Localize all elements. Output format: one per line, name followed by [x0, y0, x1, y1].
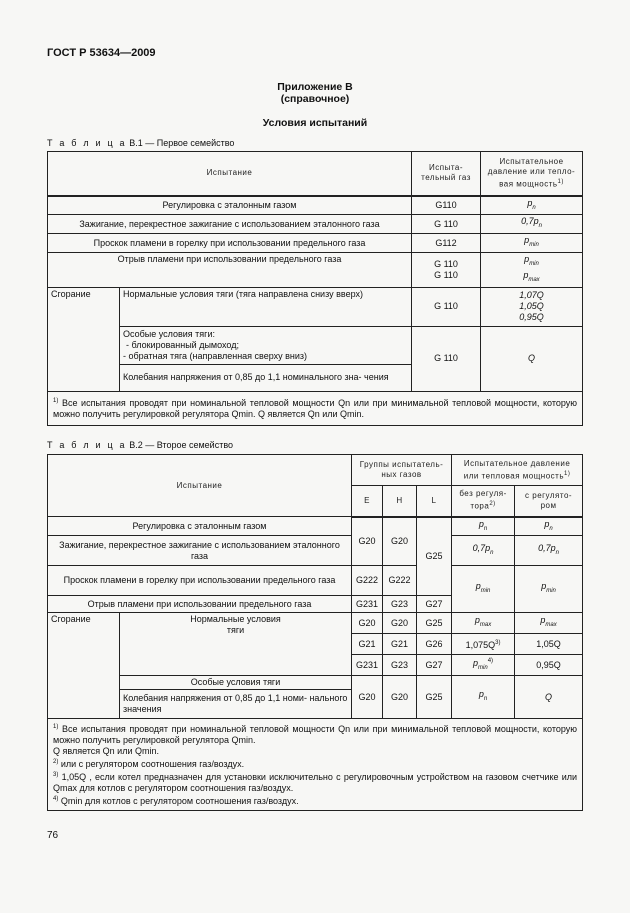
table1-row1-gas: G110 — [412, 196, 481, 215]
table2-lift-l: G27 — [417, 596, 452, 613]
table2-caption: Т а б л и ц а В.2 — Второе семейство — [47, 440, 234, 450]
table2-n2-h: G21 — [383, 634, 417, 655]
table2-ign-test: Зажигание, перекрестное зажигание с использованием эталонного газа — [48, 536, 352, 566]
table-row — [48, 287, 583, 326]
table1-combustion-label: Сгорание — [48, 287, 120, 391]
table1-row2-test: Зажигание, перекрестное зажигание с использованием эталонного газа — [48, 215, 412, 234]
document-header: ГОСТ Р 53634—2009 — [47, 47, 156, 59]
table1-row3-value: $p_{min}$ — [481, 234, 583, 253]
table1-caption: Т а б л и ц а В.1 — Первое семейство — [47, 138, 235, 148]
table-row — [48, 234, 583, 253]
table-row — [48, 676, 583, 690]
table2-s-noreg: $p_n$ — [452, 676, 515, 719]
table1-row3-test: Проскок пламени в горелку при использовании предельного газа — [48, 234, 412, 253]
table2-ign-withreg: $0,7p_n$ — [515, 536, 583, 566]
table1-header-gas: Испыта- тельный газ — [412, 152, 481, 196]
table2-n2-e: G21 — [352, 634, 383, 655]
table2-header-l: L — [417, 486, 452, 517]
table-row — [48, 613, 583, 634]
table2-footnotes: $^{1)}$ Все испытания проводят при номинальной тепловой мощности Qn или при минимальной тепловой мощности, которую можно получить регулировкой регулятора Qmin. Q является Qn или Qmin. $^{2)}$ или с регулятором соотношения газ/воздух. $^{3)}$ 1,05Q , если котел предназначен для установки исключительно с регулировочным устройством на газовом счетчике или Qmax для котлов с регулятором соотношения газ/воздух. $^{4)}$ Qmin для котлов с регулятором соотношения газ/воздух. — [48, 719, 583, 811]
table2-footnote-row — [48, 719, 583, 811]
table2-lift-test: Отрыв пламени при использовании предельного газа — [48, 596, 352, 613]
table2-header-with-reg: с регулято- ром — [515, 486, 583, 517]
table2-ign-noreg: $0,7p_n$ — [452, 536, 515, 566]
table1-footnote-row — [48, 391, 583, 425]
table2-header-h: H — [383, 486, 417, 517]
table2-n1-l: G25 — [417, 613, 452, 634]
table1-row1-value: $p_n$ — [481, 196, 583, 215]
table1-row2-value: $0,7p_n$ — [481, 215, 583, 234]
table1-header-test: Испытание — [48, 152, 412, 196]
table1-header-pressure: Испытательное давление или тепло- вая мощность$^{1)}$ — [481, 152, 583, 196]
table2-s-l: G25 — [417, 676, 452, 719]
table1-row4-test: Отрыв пламени при использовании предельного газа — [48, 253, 412, 288]
table2-header-groups: Группы испытатель- ных газов — [352, 455, 452, 486]
table2-reg-withreg: $p_n$ — [515, 517, 583, 536]
table2-n3-h: G23 — [383, 655, 417, 676]
table2-reg-e: G20 — [352, 517, 383, 566]
table2-n2-l: G26 — [417, 634, 452, 655]
table2-reg-test: Регулировка с эталонным газом — [48, 517, 352, 536]
table-row — [48, 196, 583, 215]
table-row — [48, 566, 583, 596]
table2-flash-noreg: $p_{min}$ — [452, 566, 515, 613]
table1-special-value: Q — [481, 326, 583, 391]
table2-flash-withreg: $p_{min}$ — [515, 566, 583, 613]
table2-n2-withreg: 1,05Q — [515, 634, 583, 655]
table2-n1-noreg: $p_{max}$ — [452, 613, 515, 634]
table2-n1-e: G20 — [352, 613, 383, 634]
table2-s-h: G20 — [383, 676, 417, 719]
table2-n3-withreg: 0,95Q — [515, 655, 583, 676]
table1-voltage: Колебания напряжения от 0,85 до 1,1 номинального зна- чения — [120, 364, 412, 391]
table2-n3-e: G231 — [352, 655, 383, 676]
table1-row3-gas: G112 — [412, 234, 481, 253]
table2-reg-l: G25 — [417, 517, 452, 596]
table2-reg-noreg: $p_n$ — [452, 517, 515, 536]
table1 — [47, 151, 583, 426]
table1-normal-draft: Нормальные условия тяги (тяга направлена снизу вверх) — [120, 287, 412, 326]
table1-row4-value: $p_{min}$ $p_{max}$ — [481, 253, 583, 288]
table1-footnote: $^{1)}$ Все испытания проводят при номинальной тепловой мощности Qn или при минимальной тепловой мощности, которую можно получить регулировкой регулятора Qmin. Q является Qn или Qmin. — [48, 391, 583, 425]
table1-normal-values: 1,07Q 1,05Q 0,95Q — [481, 287, 583, 326]
table-row — [48, 536, 583, 566]
table1-row1-test: Регулировка с эталонным газом — [48, 196, 412, 215]
table2-normal-draft: Нормальные условия тяги — [120, 613, 352, 676]
table2-flash-h: G222 — [383, 566, 417, 596]
table2-lift-e: G231 — [352, 596, 383, 613]
table-row — [48, 215, 583, 234]
table2-n3-l: G27 — [417, 655, 452, 676]
table1-normal-gas: G 110 — [412, 287, 481, 326]
table1-special-gas: G 110 — [412, 326, 481, 391]
table2-combustion-label: Сгорание — [48, 613, 120, 719]
table2-n1-withreg: $p_{max}$ — [515, 613, 583, 634]
table2-header-e: E — [352, 486, 383, 517]
table2-s-withreg: Q — [515, 676, 583, 719]
table2-header-test: Испытание — [48, 455, 352, 517]
section-title: Условия испытаний — [262, 117, 368, 129]
table1-row4-gas: G 110 G 110 — [412, 253, 481, 288]
table2-flash-test: Проскок пламени в горелку при использовании предельного газа — [48, 566, 352, 596]
table-row — [48, 326, 583, 364]
table2 — [47, 454, 583, 811]
table1-header-row — [48, 152, 583, 196]
table2-n3-noreg: $p_{min}^{4)}$ — [452, 655, 515, 676]
appendix-subtitle: (справочное) — [280, 93, 350, 105]
table2-s-e: G20 — [352, 676, 383, 719]
table2-n2-noreg: $1,075Q^{3)}$ — [452, 634, 515, 655]
table2-n1-h: G20 — [383, 613, 417, 634]
table-row — [48, 253, 583, 288]
table2-special-draft: Особые условия тяги — [120, 676, 352, 690]
table1-special-draft: Особые условия тяги: - блокированный дымоход; - обратная тяга (направленная сверху вниз) — [120, 326, 412, 364]
table2-voltage: Колебания напряжения от 0,85 до 1,1 номи- нального значения — [120, 690, 352, 719]
table2-header-no-reg: без регуля- тора$^{2)}$ — [452, 486, 515, 517]
table2-header-row — [48, 455, 583, 486]
table2-header-pressure: Испытательное давление или тепловая мощность$^{1)}$ — [452, 455, 583, 486]
table-row — [48, 517, 583, 536]
table2-flash-e: G222 — [352, 566, 383, 596]
appendix-title: Приложение В — [277, 81, 353, 93]
table1-row2-gas: G 110 — [412, 215, 481, 234]
table2-lift-h: G23 — [383, 596, 417, 613]
page-number: 76 — [47, 830, 59, 841]
table2-reg-h: G20 — [383, 517, 417, 566]
